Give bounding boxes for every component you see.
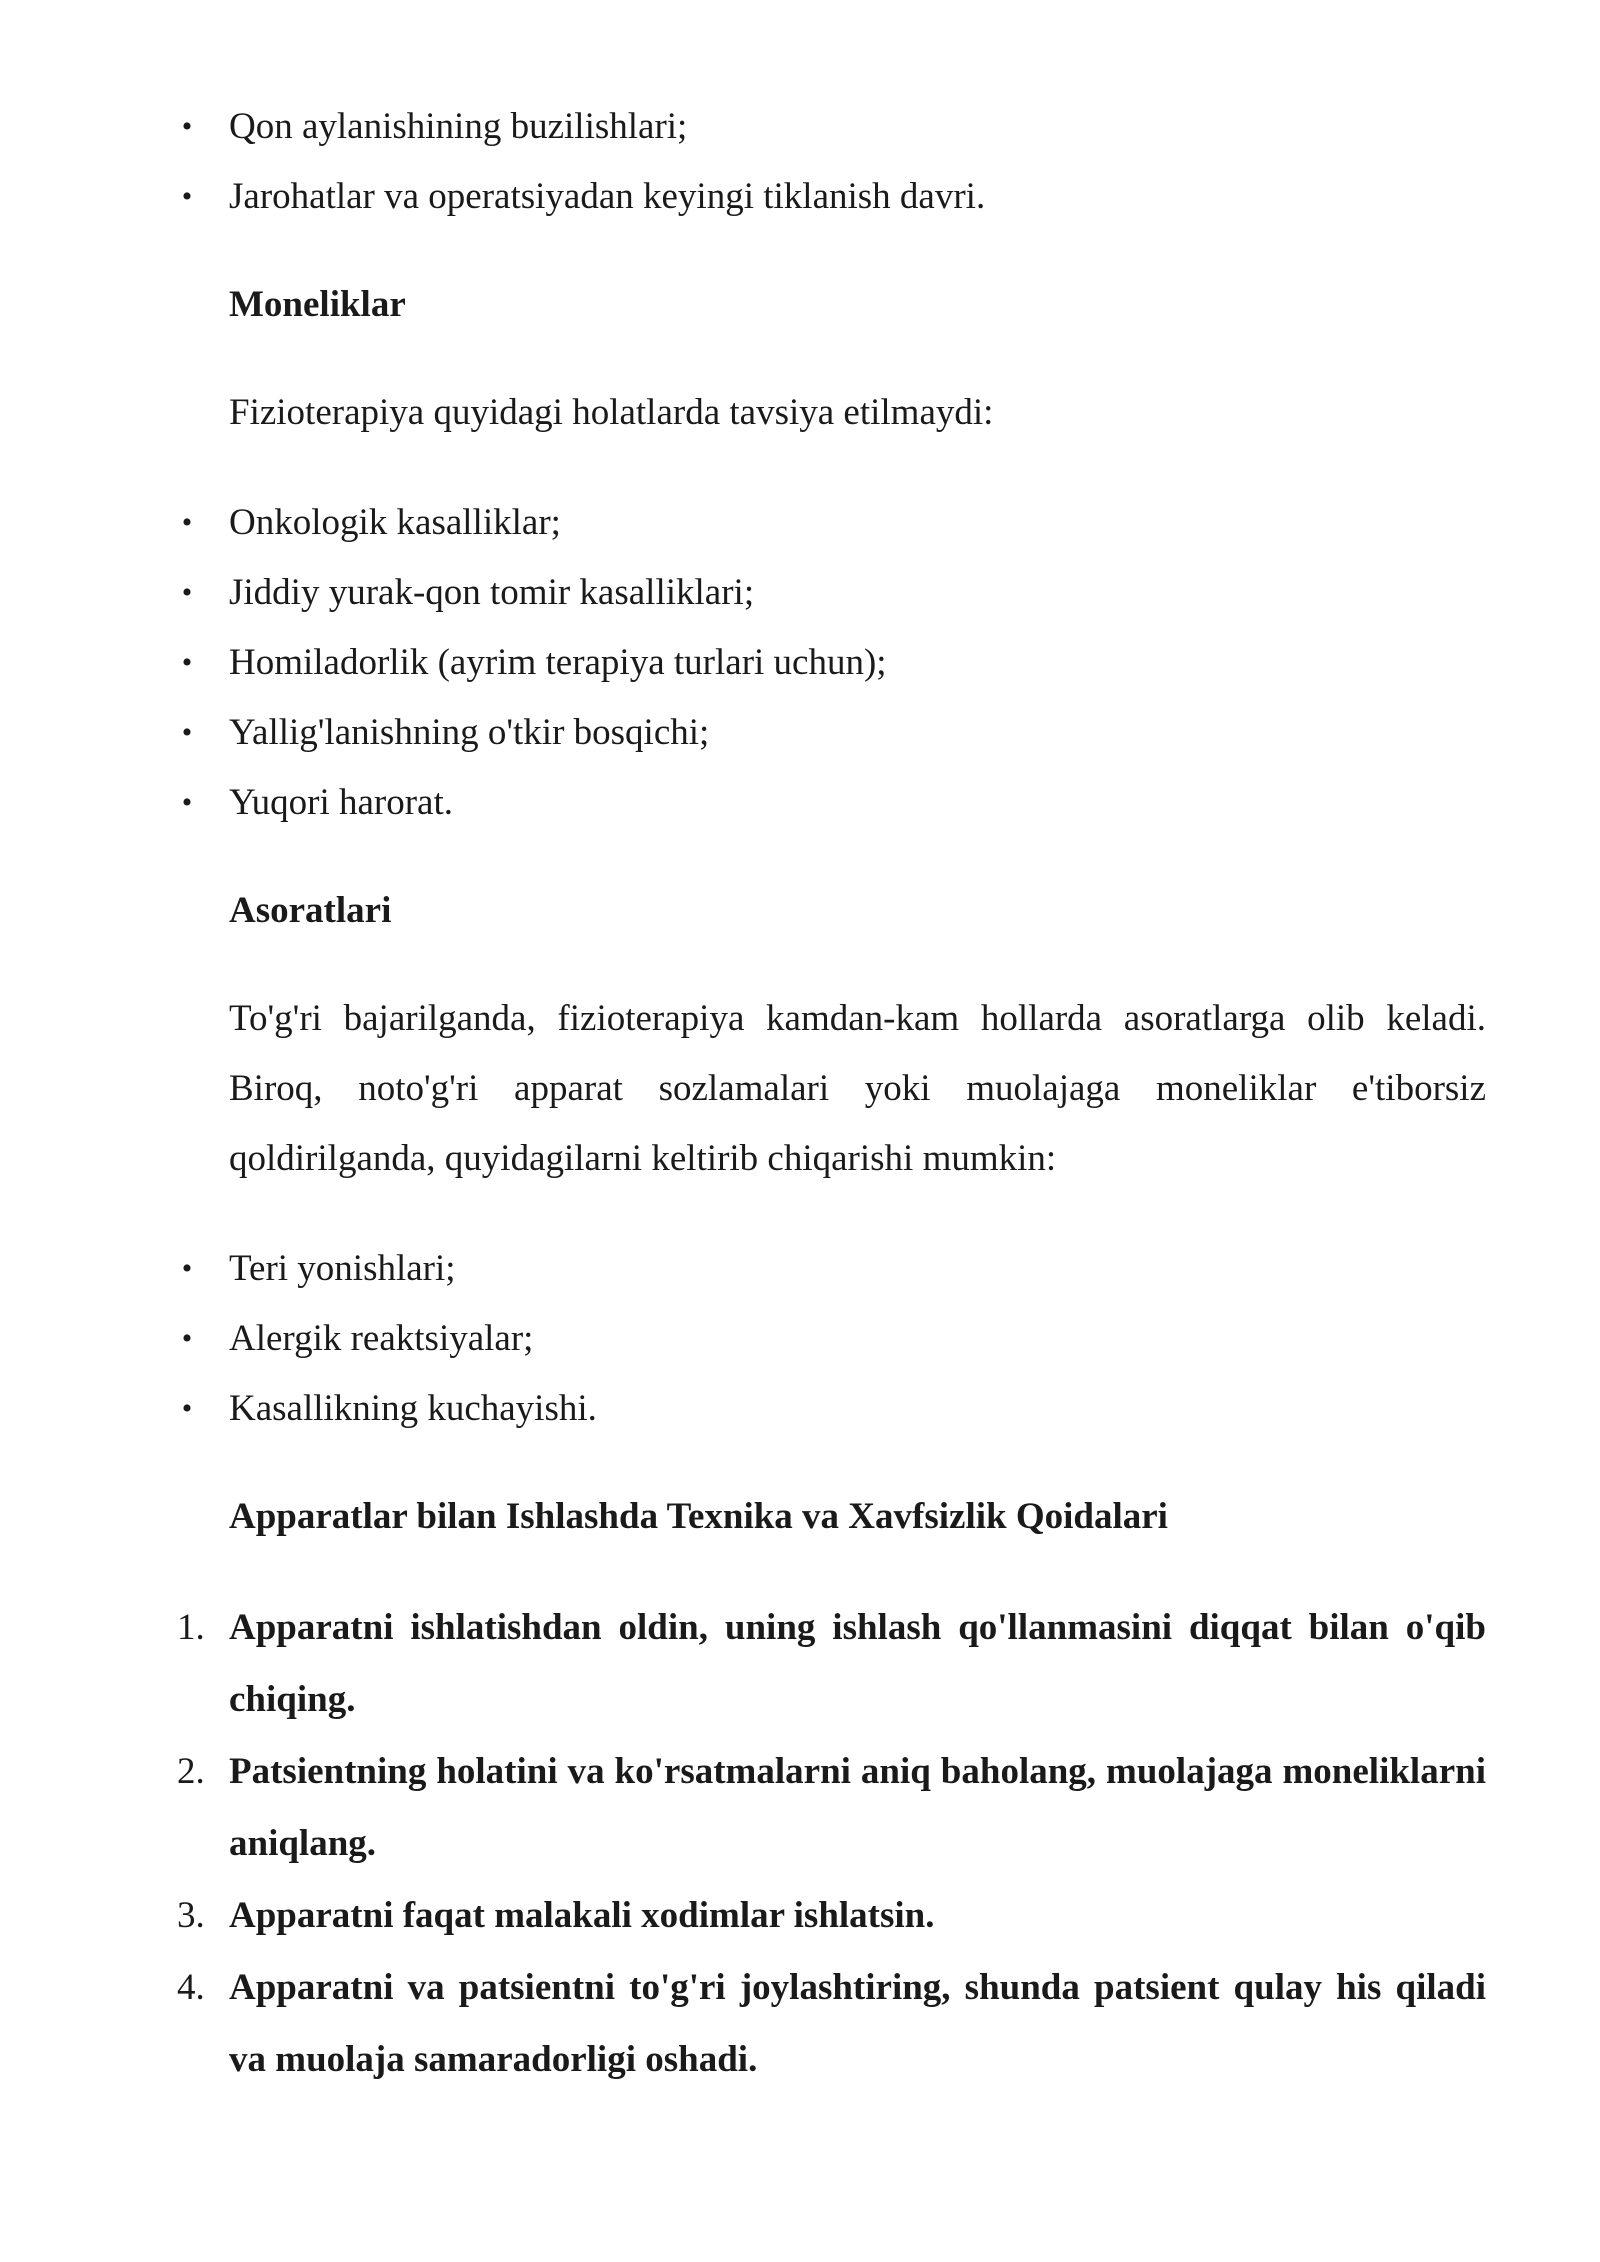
- bullet-icon: •: [181, 576, 193, 609]
- numbered-list-item: 4. Apparatni va patsientni to'g'ri joylashtiring, shunda patsient qulay his qiladi va muolaja samaradorligi oshadi.: [229, 1952, 1486, 2096]
- list-item: • Onkologik kasalliklar;: [229, 488, 1486, 558]
- bullet-icon: •: [181, 506, 193, 539]
- bullet-icon: •: [181, 110, 193, 143]
- list-number: 1.: [177, 1607, 205, 1648]
- complications-list: [181, 1234, 1486, 1444]
- list-item: • Yuqori harorat.: [229, 768, 1486, 838]
- indications-list-continued: [181, 92, 1486, 232]
- list-number: 4.: [177, 1967, 205, 2008]
- numbered-list-item: 1. Apparatni ishlatishdan oldin, uning ishlash qo'llanmasini diqqat bilan o'qib chiqing.: [229, 1592, 1486, 1736]
- list-number: 2.: [177, 1751, 205, 1792]
- list-item: • Qon aylanishining buzilishlari;: [229, 92, 1486, 162]
- section-heading-asoratlari: Asoratlari: [229, 890, 392, 931]
- list-item: • Teri yonishlari;: [229, 1234, 1486, 1304]
- bullet-icon: •: [181, 1252, 193, 1285]
- bullet-icon: •: [181, 786, 193, 819]
- list-number: 3.: [177, 1895, 205, 1936]
- list-item: • Kasallikning kuchayishi.: [229, 1374, 1486, 1444]
- list-item: • Jiddiy yurak-qon tomir kasalliklari;: [229, 558, 1486, 628]
- bullet-icon: •: [181, 716, 193, 749]
- contraindications-list: [181, 488, 1486, 838]
- list-item: • Yallig'lanishning o'tkir bosqichi;: [229, 698, 1486, 768]
- bullet-icon: •: [181, 180, 193, 213]
- list-item: • Jarohatlar va operatsiyadan keyingi tiklanish davri.: [229, 162, 1486, 232]
- list-item: • Homiladorlik (ayrim terapiya turlari uchun);: [229, 628, 1486, 698]
- section-heading-moneliklar: Moneliklar: [229, 284, 406, 325]
- bullet-icon: •: [181, 1322, 193, 1355]
- document-content: [177, 92, 1486, 2096]
- section-heading-safety: Apparatlar bilan Ishlashda Texnika va Xavfsizlik Qoidalari: [229, 1496, 1168, 1537]
- numbered-list-item: 3. Apparatni faqat malakali xodimlar ishlatsin.: [229, 1880, 1486, 1952]
- safety-rules-list: [177, 1592, 1486, 2096]
- bullet-icon: •: [181, 646, 193, 679]
- bullet-icon: •: [181, 1392, 193, 1425]
- list-item: • Alergik reaktsiyalar;: [229, 1304, 1486, 1374]
- numbered-list-item: 2. Patsientning holatini va ko'rsatmalarni aniq baholang, muolajaga moneliklarni aniqlang.: [229, 1736, 1486, 1880]
- asoratlari-paragraph: To'g'ri bajarilganda, fizioterapiya kamdan-kam hollarda asoratlarga olib keladi. Biroq, noto'g'ri apparat sozlamalari yoki muolajaga moneliklar e'tiborsiz qoldirilganda, quyidagilarni keltirib chiqarishi mumkin:: [229, 998, 1486, 1179]
- moneliklar-intro: Fizioterapiya quyidagi holatlarda tavsiya etilmaydi:: [229, 392, 994, 433]
